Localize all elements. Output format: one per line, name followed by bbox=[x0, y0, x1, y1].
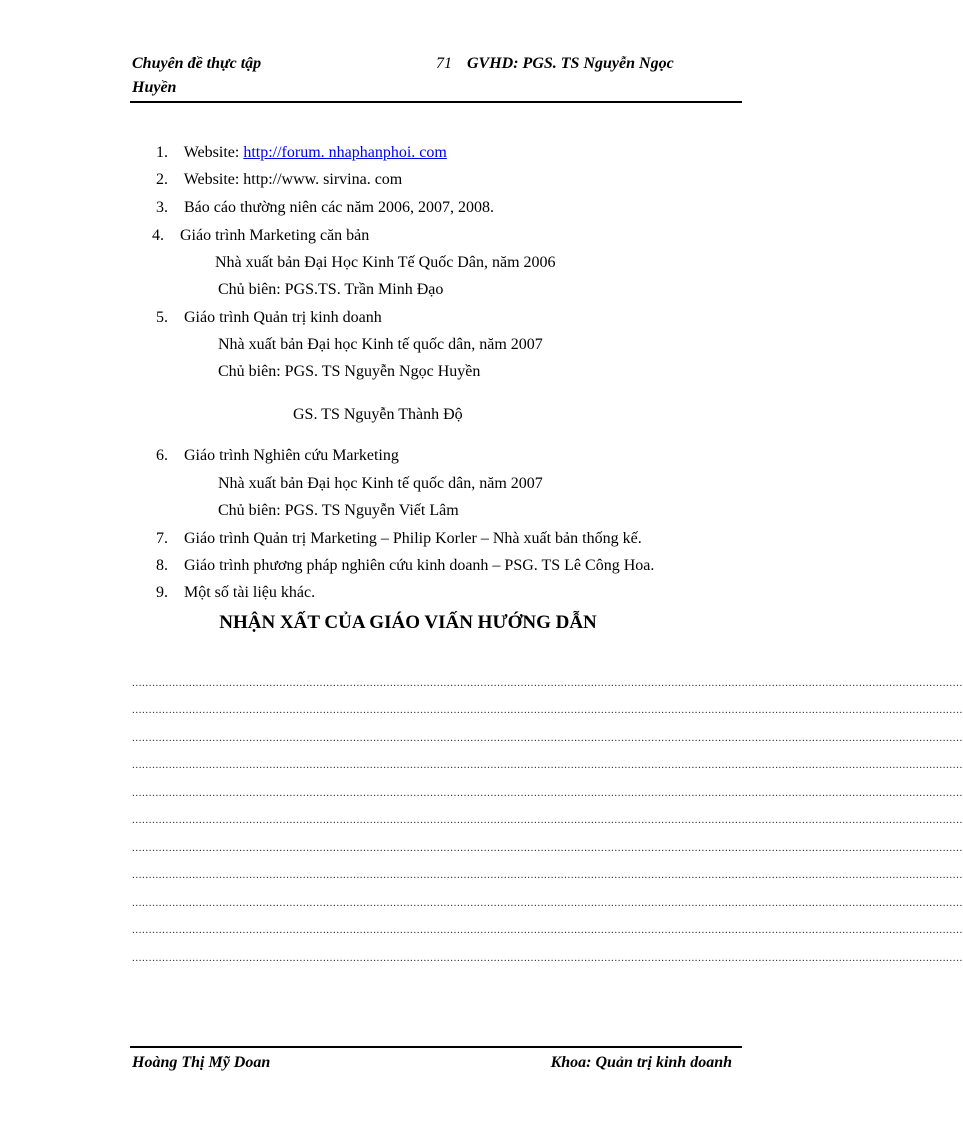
reference-number: 3. bbox=[156, 199, 168, 216]
reference-item-5 bbox=[156, 308, 382, 328]
reference-number: 2. bbox=[156, 171, 168, 188]
comment-line: ........................................................................................................................................................................................................................................................ bbox=[132, 759, 963, 771]
reference-text: Giáo trình Quản trị kinh doanh bbox=[184, 309, 382, 326]
supervisor-comment-title: NHẬN XẤT CỦA GIÁO VIẤN HƯỚNG DẪN bbox=[219, 612, 597, 633]
header-title: Chuyên đề thực tập Huyền bbox=[132, 55, 262, 96]
reference-prefix: Website: bbox=[183, 144, 244, 161]
reference-text: Giáo trình Marketing căn bản bbox=[180, 227, 370, 244]
reference-text: Giáo trình Quản trị Marketing – Philip Korler – Nhà xuất bản thống kế. bbox=[184, 530, 642, 547]
comment-line: ........................................................................................................................................................................................................................................................ bbox=[132, 787, 963, 799]
reference-number: 8. bbox=[156, 557, 168, 574]
reference-text: Giáo trình Nghiên cứu Marketing bbox=[184, 447, 399, 464]
comment-line: ........................................................................................................................................................................................................................................................ bbox=[132, 924, 963, 936]
reference-text: Một số tài liệu khác. bbox=[184, 584, 316, 601]
reference-text: Báo cáo thường niên các năm 2006, 2007, 2008. bbox=[184, 199, 494, 216]
comment-line: ........................................................................................................................................................................................................................................................ bbox=[132, 897, 963, 909]
header-supervisor: GVHD: PGS. TS Nguyễn Ngọc bbox=[467, 55, 674, 72]
reference-item-9 bbox=[156, 583, 315, 603]
reference-item-6 bbox=[156, 446, 399, 466]
reference-number: 9. bbox=[156, 584, 168, 601]
reference-number: 1. bbox=[156, 144, 168, 161]
reference-item-2 bbox=[156, 170, 402, 190]
comment-line: ........................................................................................................................................................................................................................................................ bbox=[132, 732, 963, 744]
footer-rule bbox=[130, 1046, 742, 1048]
comment-line: ........................................................................................................................................................................................................................................................ bbox=[132, 869, 963, 881]
footer-department: Khoa: Quản trị kinh doanh bbox=[550, 1054, 732, 1071]
reference-number: 5. bbox=[156, 309, 168, 326]
reference-text: Website: http://www. sirvina. com bbox=[183, 171, 403, 188]
comment-line: ........................................................................................................................................................................................................................................................ bbox=[132, 814, 963, 826]
reference-item-8 bbox=[156, 556, 654, 576]
comment-line: ........................................................................................................................................................................................................................................................ bbox=[132, 677, 963, 689]
reference-item-1 bbox=[156, 143, 447, 163]
reference-5-coeditor: GS. TS Nguyễn Thành Độ bbox=[293, 406, 463, 423]
reference-number: 7. bbox=[156, 530, 168, 547]
comment-line: ........................................................................................................................................................................................................................................................ bbox=[132, 704, 963, 716]
comment-line: ........................................................................................................................................................................................................................................................ bbox=[132, 952, 963, 964]
header-rule bbox=[130, 101, 742, 103]
reference-link[interactable]: http://forum. nhaphanphoi. com bbox=[243, 144, 447, 161]
reference-text: Giáo trình phương pháp nghiên cứu kinh doanh – PSG. TS Lê Công Hoa. bbox=[184, 557, 655, 574]
reference-6-publisher: Nhà xuất bản Đại học Kinh tế quốc dân, năm 2007 bbox=[218, 475, 543, 492]
reference-5-editor: Chủ biên: PGS. TS Nguyễn Ngọc Huyền bbox=[218, 363, 481, 380]
reference-item-4 bbox=[152, 226, 369, 246]
reference-item-3 bbox=[156, 198, 494, 218]
page-number: 71 bbox=[436, 55, 452, 72]
reference-4-editor: Chủ biên: PGS.TS. Trần Minh Đạo bbox=[218, 281, 444, 298]
reference-5-publisher: Nhà xuất bản Đại học Kinh tế quốc dân, năm 2007 bbox=[218, 336, 543, 353]
reference-number: 6. bbox=[156, 447, 168, 464]
reference-6-editor: Chủ biên: PGS. TS Nguyễn Viết Lâm bbox=[218, 502, 459, 519]
comment-line: ........................................................................................................................................................................................................................................................ bbox=[132, 842, 963, 854]
reference-item-7 bbox=[156, 529, 642, 549]
reference-4-publisher: Nhà xuất bản Đại Học Kinh Tế Quốc Dân, năm 2006 bbox=[215, 254, 556, 271]
reference-number: 4. bbox=[152, 227, 164, 244]
footer-author: Hoàng Thị Mỹ Doan bbox=[132, 1054, 271, 1071]
